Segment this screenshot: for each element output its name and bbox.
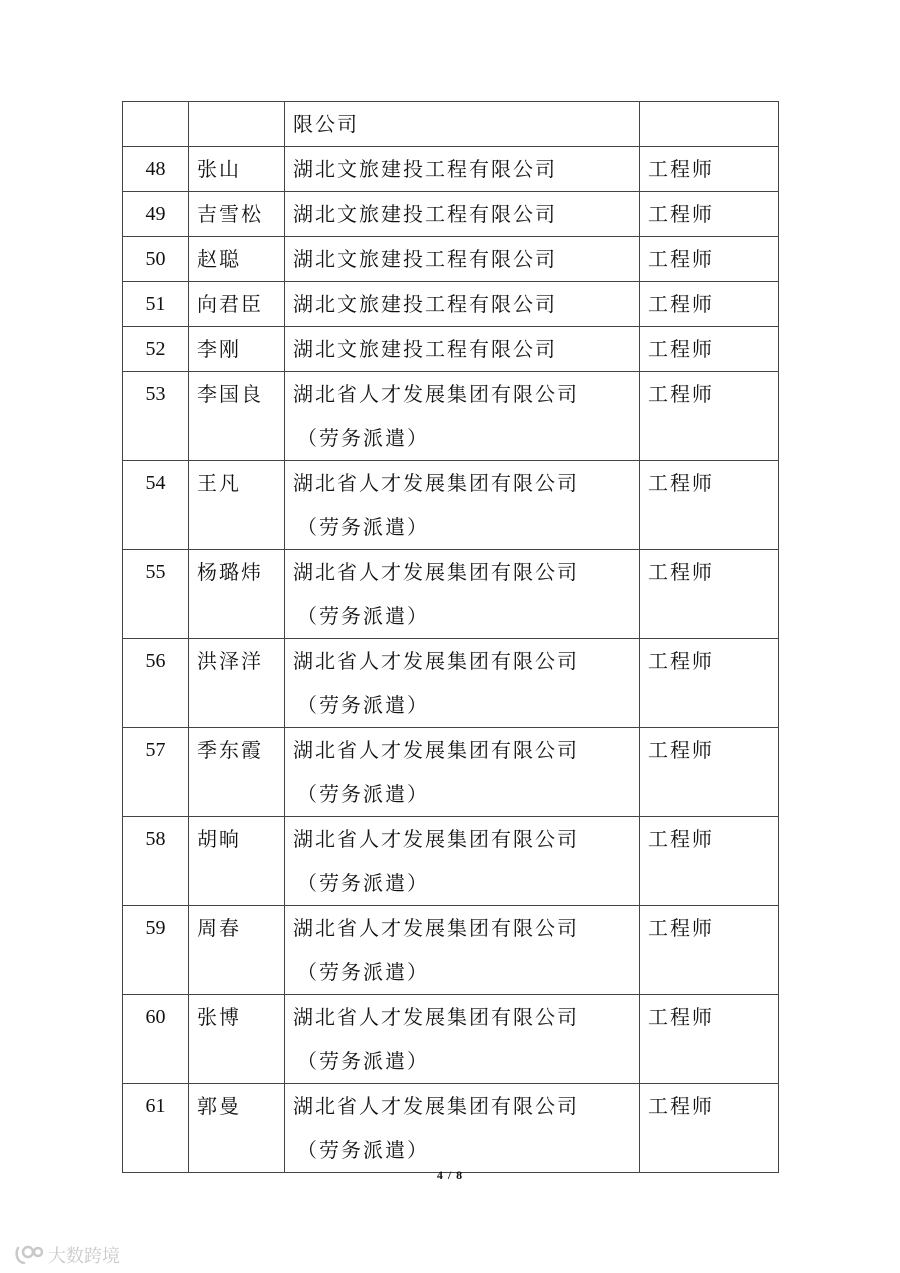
company-line: 湖北省人才发展集团有限公司: [293, 649, 579, 673]
company-line: 湖北文旅建投工程有限公司: [293, 292, 557, 316]
row-name: 吉雪松: [189, 192, 285, 237]
company-line: 湖北省人才发展集团有限公司: [293, 471, 579, 495]
watermark: [14, 1242, 120, 1268]
company-line: 湖北省人才发展集团有限公司: [293, 916, 579, 940]
row-number: 50: [123, 237, 189, 282]
company-line: （劳务派遣）: [297, 1049, 429, 1073]
company-line: （劳务派遣）: [297, 693, 429, 717]
table-row: [123, 817, 779, 906]
row-name: 郭曼: [189, 1084, 285, 1173]
row-title: 工程师: [640, 995, 779, 1084]
row-company: [285, 817, 640, 906]
row-number: [123, 102, 189, 147]
row-title: 工程师: [640, 639, 779, 728]
row-company: [285, 147, 640, 192]
row-company: [285, 906, 640, 995]
row-company: [285, 995, 640, 1084]
row-name: 张山: [189, 147, 285, 192]
row-name: 季东霞: [189, 728, 285, 817]
company-line: （劳务派遣）: [297, 604, 429, 628]
row-number: 48: [123, 147, 189, 192]
row-company: [285, 237, 640, 282]
table-row: [123, 639, 779, 728]
company-line: 湖北省人才发展集团有限公司: [293, 738, 579, 762]
table-row: [123, 550, 779, 639]
company-line: 湖北省人才发展集团有限公司: [293, 827, 579, 851]
table-row: [123, 192, 779, 237]
row-number: 58: [123, 817, 189, 906]
row-company: [285, 639, 640, 728]
watermark-text: 大数跨境: [48, 1246, 120, 1267]
company-line: 湖北文旅建投工程有限公司: [293, 247, 557, 271]
row-company: [285, 372, 640, 461]
row-title: 工程师: [640, 327, 779, 372]
row-name: 洪泽洋: [189, 639, 285, 728]
table-row: [123, 147, 779, 192]
company-line: （劳务派遣）: [297, 426, 429, 450]
row-number: 61: [123, 1084, 189, 1173]
table-row: [123, 327, 779, 372]
row-title: 工程师: [640, 550, 779, 639]
row-company: [285, 1084, 640, 1173]
row-name: 胡晌: [189, 817, 285, 906]
company-line: （劳务派遣）: [297, 871, 429, 895]
row-title: 工程师: [640, 147, 779, 192]
table-row: [123, 728, 779, 817]
row-title: 工程师: [640, 237, 779, 282]
row-title: 工程师: [640, 1084, 779, 1173]
row-title: 工程师: [640, 461, 779, 550]
row-title: 工程师: [640, 192, 779, 237]
row-name: 王凡: [189, 461, 285, 550]
table-row: [123, 906, 779, 995]
row-number: 54: [123, 461, 189, 550]
row-number: 49: [123, 192, 189, 237]
row-title: 工程师: [640, 817, 779, 906]
company-line: 湖北文旅建投工程有限公司: [293, 337, 557, 361]
company-line: （劳务派遣）: [297, 515, 429, 539]
table-row: [123, 372, 779, 461]
row-number: 56: [123, 639, 189, 728]
table-row: [123, 461, 779, 550]
row-number: 57: [123, 728, 189, 817]
row-number: 60: [123, 995, 189, 1084]
row-title: 工程师: [640, 372, 779, 461]
company-line: （劳务派遣）: [297, 1138, 429, 1162]
company-line: 湖北省人才发展集团有限公司: [293, 1005, 579, 1029]
company-line: 湖北省人才发展集团有限公司: [293, 560, 579, 584]
row-name: 向君臣: [189, 282, 285, 327]
row-title: [640, 102, 779, 147]
table-row: [123, 995, 779, 1084]
row-name: 张博: [189, 995, 285, 1084]
employee-table: [122, 101, 779, 1173]
row-name: [189, 102, 285, 147]
company-line: （劳务派遣）: [297, 782, 429, 806]
company-line: 湖北文旅建投工程有限公司: [293, 202, 557, 226]
row-company: [285, 192, 640, 237]
row-company: [285, 550, 640, 639]
row-number: 53: [123, 372, 189, 461]
row-name: 杨璐炜: [189, 550, 285, 639]
table-row-continuation: [123, 102, 779, 147]
row-title: 工程师: [640, 728, 779, 817]
company-line: 湖北省人才发展集团有限公司: [293, 382, 579, 406]
table-row: [123, 237, 779, 282]
page-number: 4 / 8: [436, 1168, 464, 1182]
table-body: [123, 102, 779, 1173]
row-name: 李刚: [189, 327, 285, 372]
row-number: 51: [123, 282, 189, 327]
company-line: 限公司: [293, 112, 359, 136]
row-company: [285, 102, 640, 147]
company-line: 湖北省人才发展集团有限公司: [293, 1094, 579, 1118]
row-number: 55: [123, 550, 189, 639]
row-title: 工程师: [640, 906, 779, 995]
row-name: 李国良: [189, 372, 285, 461]
row-number: 59: [123, 906, 189, 995]
brand-logo-icon: [14, 1244, 44, 1266]
row-company: [285, 461, 640, 550]
row-title: 工程师: [640, 282, 779, 327]
row-company: [285, 327, 640, 372]
company-line: （劳务派遣）: [297, 960, 429, 984]
table-row: [123, 282, 779, 327]
row-number: 52: [123, 327, 189, 372]
row-name: 周春: [189, 906, 285, 995]
row-name: 赵聪: [189, 237, 285, 282]
row-company: [285, 728, 640, 817]
table-row: [123, 1084, 779, 1173]
row-company: [285, 282, 640, 327]
company-line: 湖北文旅建投工程有限公司: [293, 157, 557, 181]
